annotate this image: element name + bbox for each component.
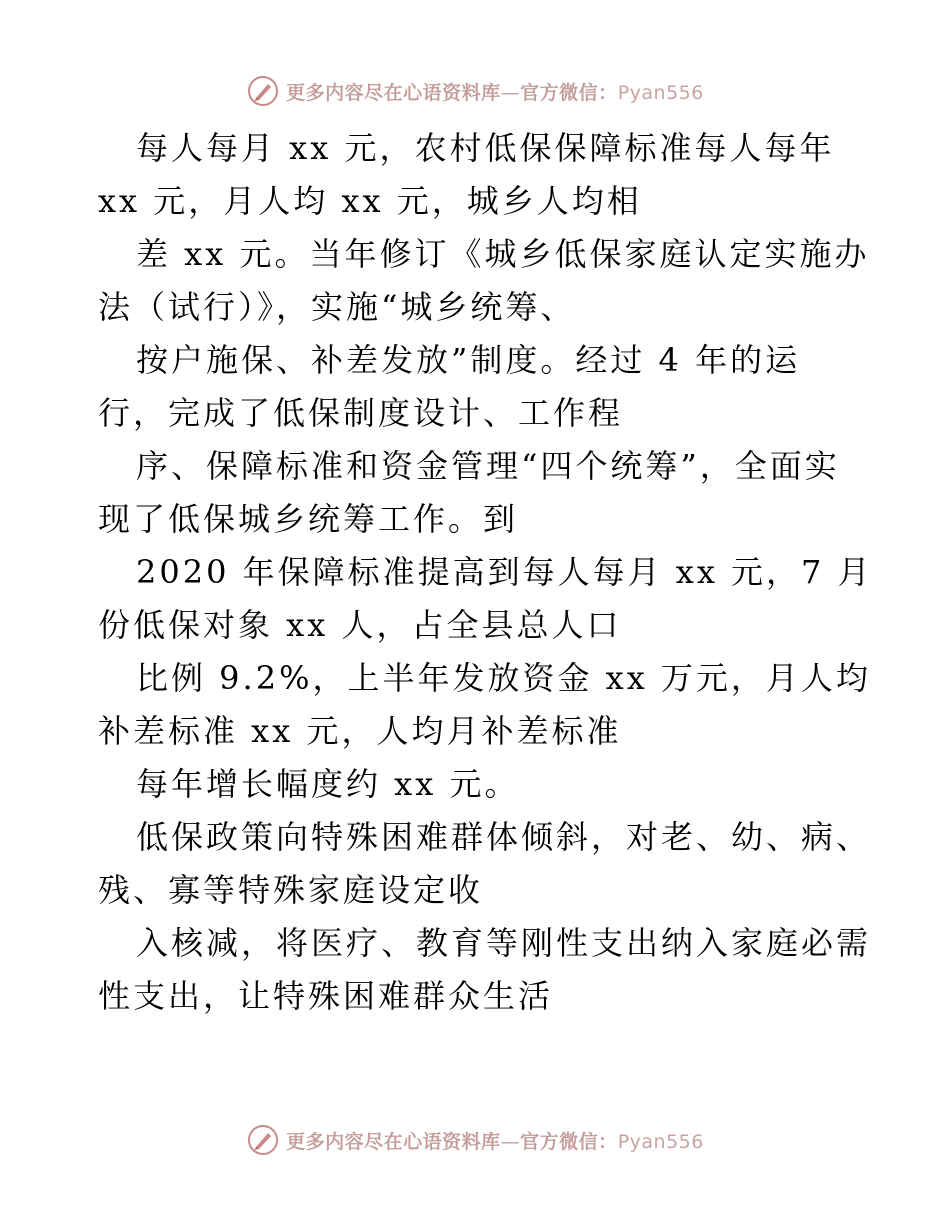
text-line: 残、寡等特殊家庭设定收 xyxy=(98,871,484,909)
pen-nib-logo-icon xyxy=(246,1123,280,1157)
text-line: 性支出，让特殊困难群众生活 xyxy=(98,977,554,1015)
watermark-account: Pyan556 xyxy=(617,81,704,104)
text-line: 行，完成了低保制度设计、工作程 xyxy=(98,394,624,432)
watermark-official-label: 官方微信： xyxy=(520,81,618,104)
text-line: 份低保对象 xx 人，占全县总人口 xyxy=(98,606,622,644)
text-line: 2020 年保障标准提高到每人每月 xx 元，7 月 xyxy=(136,553,873,591)
text-line: 补差标准 xx 元，人均月补差标准 xyxy=(98,712,622,750)
footer-watermark xyxy=(0,1120,950,1160)
text-line: 现了低保城乡统筹工作。到 xyxy=(98,500,519,538)
text-line: 按户施保、补差发放”制度。经过 4 年的运 xyxy=(136,341,801,379)
header-watermark xyxy=(0,71,950,111)
watermark-official-label: 官方微信： xyxy=(520,1130,618,1153)
document-body xyxy=(98,122,918,1023)
watermark-account: Pyan556 xyxy=(617,1130,704,1153)
text-line: xx 元，月人均 xx 元，城乡人均相 xyxy=(98,182,642,220)
text-line: 每年增长幅度约 xx 元。 xyxy=(136,765,520,803)
watermark-text xyxy=(286,78,704,105)
text-line: 差 xx 元。当年修订《城乡低保家庭认定实施办 xyxy=(136,235,870,273)
text-line: 低保政策向特殊困难群体倾斜，对老、幼、病、 xyxy=(136,818,872,856)
text-line: 法（试行）》，实施“城乡统筹、 xyxy=(98,288,576,326)
watermark-dash: — xyxy=(500,1130,521,1153)
watermark-site-text: 更多内容尽在心语资料库 xyxy=(286,1130,501,1153)
text-line: 序、保障标准和资金管理“四个统筹”，全面实 xyxy=(136,447,840,485)
watermark-text xyxy=(286,1127,704,1154)
text-line: 入核减，将医疗、教育等刚性支出纳入家庭必需 xyxy=(136,924,872,962)
watermark-dash: — xyxy=(500,81,521,104)
text-line: 每人每月 xx 元，农村低保保障标准每人每年 xyxy=(136,129,835,167)
text-line: 比例 9.2%，上半年发放资金 xx 万元，月人均 xyxy=(136,659,871,697)
pen-nib-logo-icon xyxy=(246,74,280,108)
watermark-site-text: 更多内容尽在心语资料库 xyxy=(286,81,501,104)
